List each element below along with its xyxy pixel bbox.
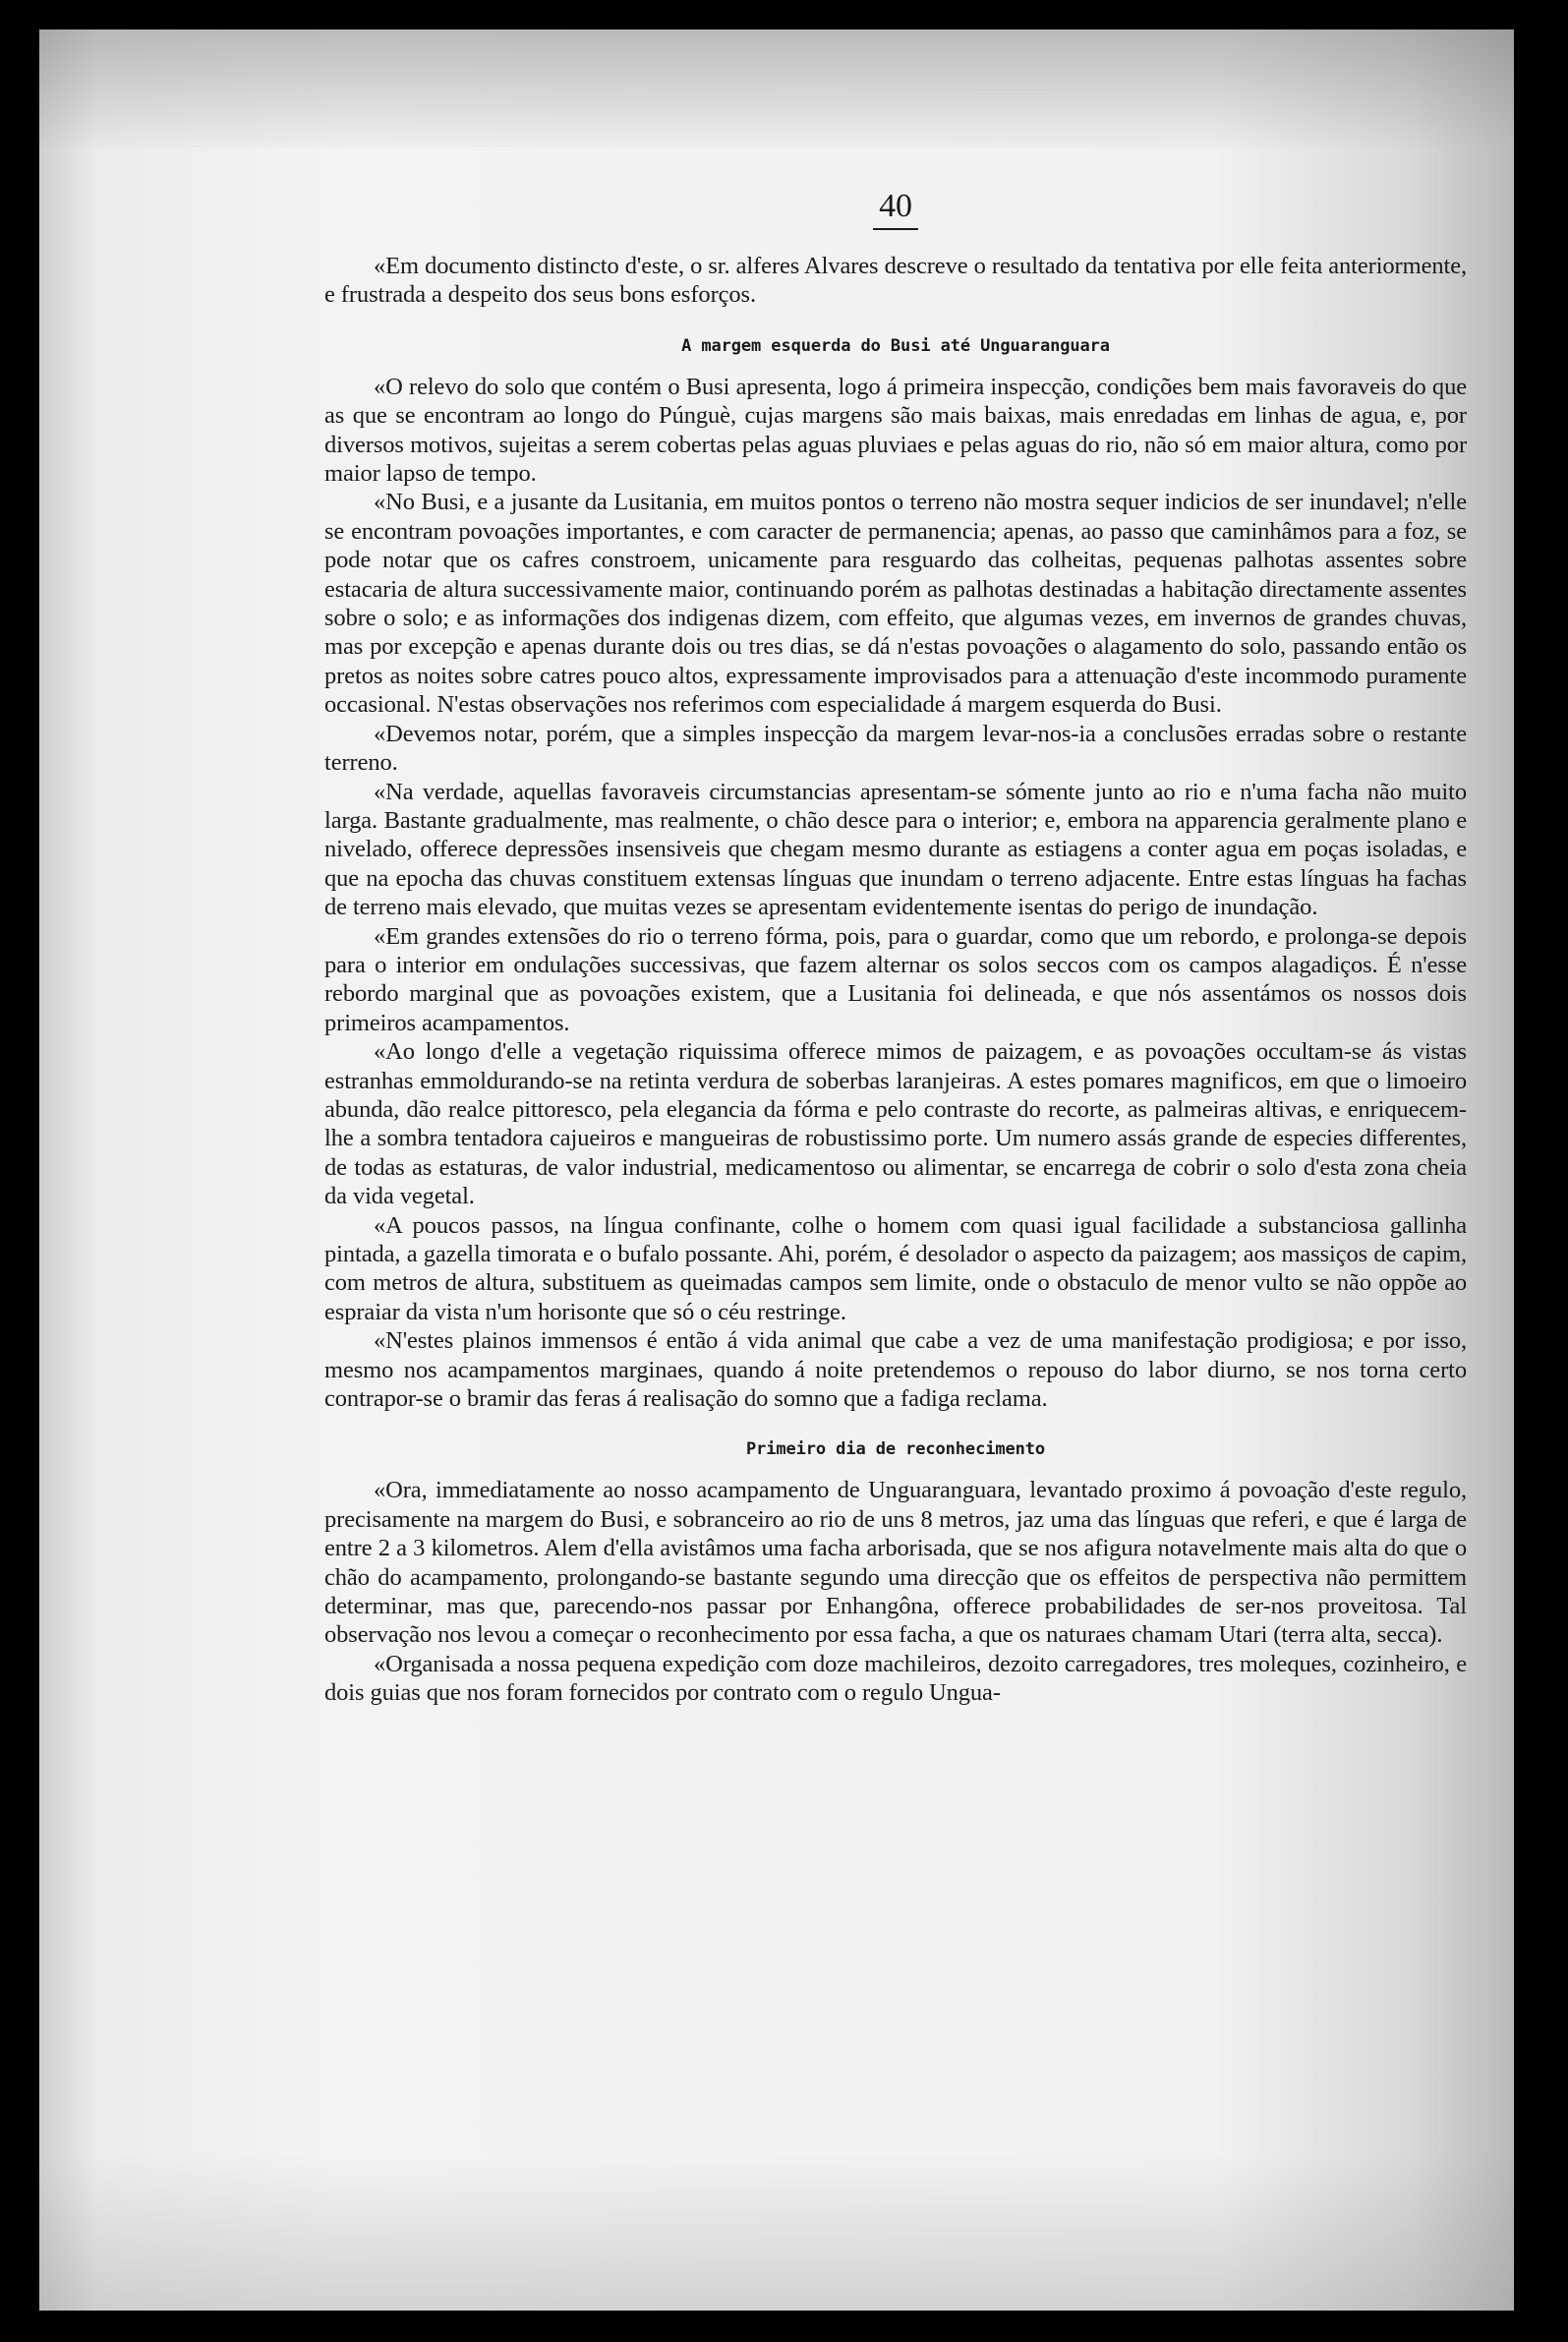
section-heading-margem-esquerda: A margem esquerda do Busi até Unguaranguara	[681, 335, 1110, 356]
paragraph: «Organisada a nossa pequena expedição com doze machileiros, dezoito carregadores, tres moleques, cozinheiro, e dois guias que nos foram fornecidos por contrato com o regulo Ungua-	[324, 1650, 1467, 1707]
paragraph: «O relevo do solo que contém o Busi apresenta, logo á primeira inspecção, condições bem mais favoraveis do que as que se encontram ao longo do Púnguè, cujas margens são mais baixas, mais enredadas em linhas de agua, e, por diversos motivos, sujeitas a serem cobertas pelas aguas pluviaes e pelas aguas do rio, não só em maior altura, como por maior lapso de tempo.	[324, 373, 1467, 488]
page-number	[324, 187, 1467, 230]
intro-paragraph: «Em documento distincto d'este, o sr. alferes Alvares descreve o resultado da tentativa por elle feita anteriormente, e frustrada a despeito dos seus bons esforços.	[324, 253, 1467, 309]
book-page	[39, 29, 1514, 2311]
paragraph: «Na verdade, aquellas favoraveis circumstancias apresentam-se sómente junto ao rio e n'uma facha não muito larga. Bastante gradualmente, mas realmente, o chão desce para o interior; e, embora na apparencia geralmente plano e nivelado, offerece depressões insensiveis que chegam mesmo durante as estiagens a conter agua em poças isoladas, e que na epocha das chuvas constituem extensas línguas que inundam o terreno adjacente. Entre estas línguas ha fachas de terreno mais elevado, que muitas vezes se apresentam evidentemente isentas do perigo de inundação.	[324, 778, 1467, 921]
paragraph: «A poucos passos, na língua confinante, colhe o homem com quasi igual facilidade a substanciosa gallinha pintada, a gazella timorata e o bufalo possante. Ahi, porém, é desolador o aspecto da paizagem; aos massiços de capim, com metros de altura, substituem as queimadas campos sem limite, onde o obstaculo de menor vulto se não oppõe ao espraiar da vista n'um horisonte que só o céu restringe.	[324, 1211, 1467, 1325]
paragraph: «No Busi, e a jusante da Lusitania, em muitos pontos o terreno não mostra sequer indicios de ser inundavel; n'elle se encontram povoações importantes, e com caracter de permanencia; apenas, ao passo que caminhâmos para a foz, se pode notar que os cafres constroem, unicamente para resguardo das colheitas, pequenas palhotas assentes sobre estacaria de altura successivamente maior, continuando porém as palhotas destinadas a habitação directamente assentes sobre o solo; e as informações dos indigenas dizem, com effeito, que algumas vezes, em invernos de grandes chuvas, mas por excepção e apenas durante dois ou tres dias, se dá n'estas povoações o alagamento do solo, passando então os pretos as noites sobre catres pouco altos, expressamente improvisados para a attenuação d'este incommodo puramente occasional. N'estas observações nos referimos com especialidade á margem esquerda do Busi.	[324, 489, 1467, 719]
paragraph: «Ao longo d'elle a vegetação riquissima offerece mimos de paizagem, e as povoações occultam-se ás vistas estranhas emmoldurando-se na retinta verdura de soberbas laranjeiras. A estes pomares magnificos, em que o limoeiro abunda, dão realce pittoresco, pela elegancia da fórma e pelo contraste do recorte, as palmeiras altivas, e enriquecem-lhe a sombra tentadora cajueiros e mangueiras de robustissimo porte. Um numero assás grande de especies differentes, de todas as estaturas, de valor industrial, medicamentoso ou alimentar, se encarrega de cobrir o solo d'esta zona cheia da vida vegetal.	[324, 1038, 1467, 1210]
paragraph: «Em grandes extensões do rio o terreno fórma, pois, para o guardar, como que um rebordo, e prolonga-se depois para o interior em ondulações successivas, que fazem alternar os solos seccos com os campos alagadiços. É n'esse rebordo marginal que as povoações existem, que a Lusitania foi delineada, e que nós assentámos os nossos dois primeiros acampamentos.	[324, 922, 1467, 1036]
section-heading-primeiro-dia: Primeiro dia de reconhecimento	[745, 1439, 1046, 1460]
paragraph: «Ora, immediatamente ao nosso acampamento de Unguaranguara, levantado proximo á povoação d'este regulo, precisamente na margem do Busi, e sobranceiro ao rio de uns 8 metros, jaz uma das línguas que referi, e que é larga de entre 2 a 3 kilometros. Alem d'ella avistâmos uma facha arborisada, que se nos afigura notavelmente mais alta do que o chão do acampamento, prolongando-se bastante segundo uma direcção que os effeitos de perspectiva não permittem determinar, mas que, parecendo-nos passar por Enhangôna, offerece probabilidades de ser-nos proveitosa. Tal observação nos levou a começar o reconhecimento por essa facha, a que os naturaes chamam Utari (terra alta, secca).	[324, 1477, 1467, 1649]
paragraph: «Devemos notar, porém, que a simples inspecção da margem levar-nos-ia a conclusões erradas sobre o restante terreno.	[324, 720, 1467, 777]
page-text	[324, 187, 1467, 1708]
paragraph: «N'estes plainos immensos é então á vida animal que cabe a vez de uma manifestação prodigiosa; e por isso, mesmo nos acampamentos marginaes, quando á noite pretendemos o repouso do labor diurno, se nos torna certo contrapor-se o bramir das feras á realisação do somno que a fadiga reclama.	[324, 1327, 1467, 1413]
page-number-value: 40	[873, 187, 918, 230]
